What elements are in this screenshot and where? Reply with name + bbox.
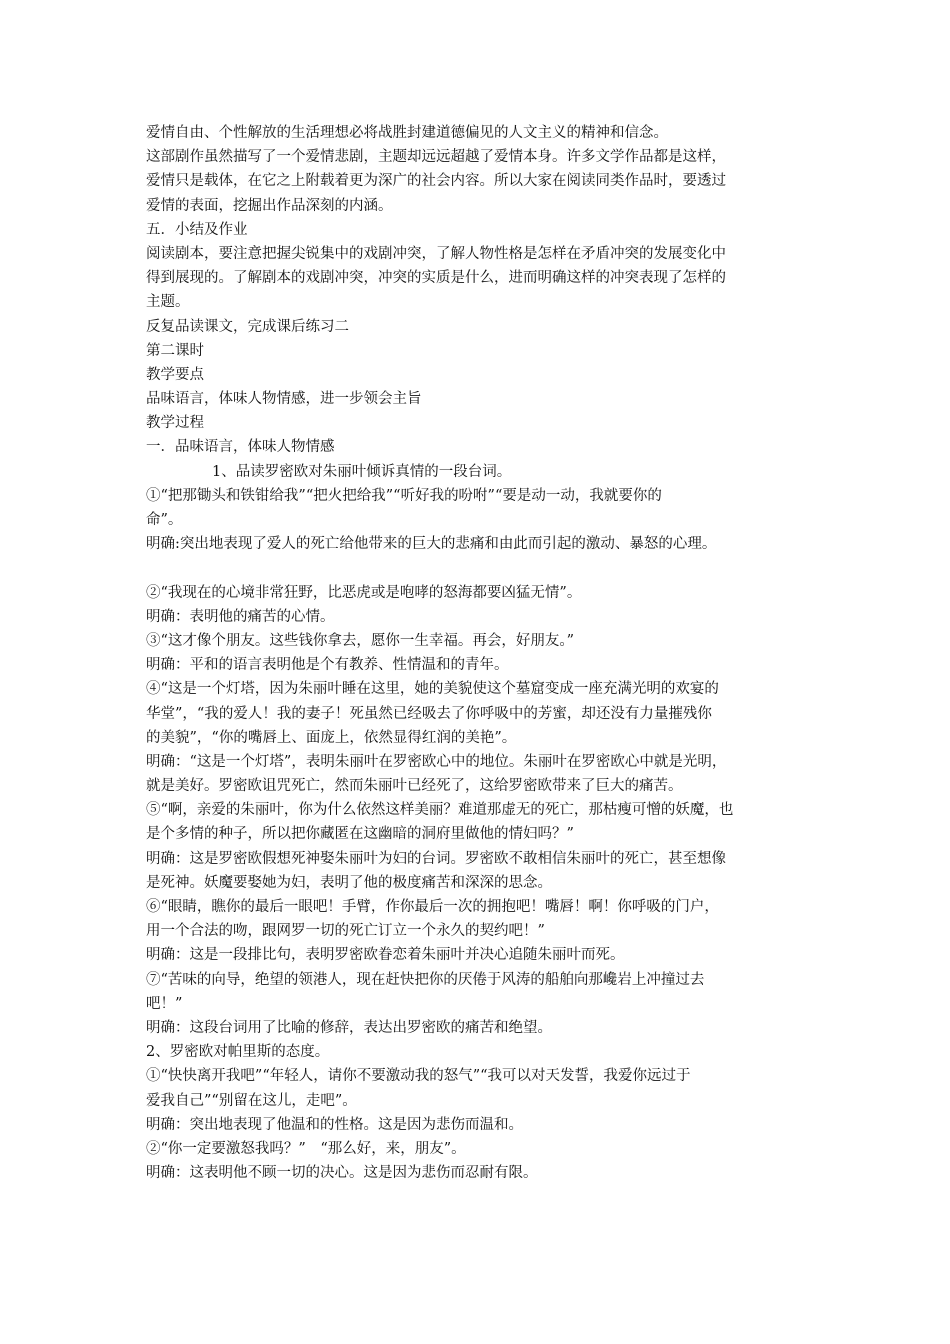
text-line: 明确：平和的语言表明他是个有教养、性情温和的青年。 (146, 657, 509, 674)
section-heading: 一．品味语言，体味人物情感 (146, 439, 335, 456)
text-line: 是死神。妖魔要娶她为妇，表明了他的极度痛苦和深深的思念。 (146, 874, 552, 891)
text-line: 明确：这表明他不顾一切的决心。这是因为悲伤而忍耐有限。 (146, 1165, 538, 1182)
section-heading: 五．小结及作业 (146, 221, 248, 238)
sub-heading: 1、品读罗密欧对朱丽叶倾诉真情的一段台词。 (212, 463, 512, 480)
text-line: 明确：这是一段排比句，表明罗密欧眷恋着朱丽叶并决心追随朱丽叶而死。 (146, 947, 625, 964)
text-line: 阅读剧本，要注意把握尖锐集中的戏剧冲突，了解人物性格是怎样在矛盾冲突的发展变化中 (146, 245, 726, 262)
text-line: 爱我自己”“别留在这儿，走吧”。 (146, 1092, 357, 1109)
text-line: 爱情的表面，挖掘出作品深刻的内涵。 (146, 197, 393, 214)
text-line: ①“把那锄头和铁钳给我”“把火把给我”“听好我的吩咐”“要是动一动，我就要你的 (146, 487, 662, 504)
text-line: 吧！” (146, 995, 183, 1012)
text-line: 明确:突出地表现了爱人的死亡给他带来的巨大的悲痛和由此而引起的激动、暴怒的心理。 (146, 536, 717, 553)
document-body (146, 121, 814, 1185)
text-line: ④“这是一个灯塔，因为朱丽叶睡在这里，她的美貌使这个墓窟变成一座充满光明的欢宴的 (146, 681, 719, 698)
text-line: 用一个合法的吻，跟网罗一切的死亡订立一个永久的契约吧！” (146, 923, 545, 940)
text-line: 华堂”，“我的爱人！我的妻子！死虽然已经吸去了你呼吸中的芳蜜，却还没有力量摧残你 (146, 705, 712, 722)
text-line: 就是美好。罗密欧诅咒死亡，然而朱丽叶已经死了，这给罗密欧带来了巨大的痛苦。 (146, 778, 683, 795)
section-heading: 教学要点 (146, 366, 204, 383)
text-line: 得到展现的。了解剧本的戏剧冲突，冲突的实质是什么，进而明确这样的冲突表现了怎样的 (146, 270, 726, 287)
text-line: 明确：“这是一个灯塔”，表明朱丽叶在罗密欧心中的地位。朱丽叶在罗密欧心中就是光明， (146, 753, 727, 770)
text-line: 明确：表明他的痛苦的心情。 (146, 608, 335, 625)
text-line: 反复品读课文，完成课后练习二 (146, 318, 349, 335)
text-line: 主题。 (146, 294, 190, 311)
text-line: ②“我现在的心境非常狂野，比恶虎或是咆哮的怒海都要凶猛无情”。 (146, 584, 582, 601)
text-line: ①“快快离开我吧”“年轻人，请你不要激动我的怒气”“我可以对天发誓，我爱你远过于 (146, 1068, 691, 1085)
text-line: 爱情只是载体，在它之上附载着更为深广的社会内容。所以大家在阅读同类作品时，要透过 (146, 173, 726, 190)
text-line: ⑦“苦味的向导，绝望的领港人，现在赶快把你的厌倦于风涛的船舶向那巉岩上冲撞过去 (146, 971, 705, 988)
text-line: ②“你一定要激怒我吗？” “那么好，来，朋友”。 (146, 1140, 466, 1157)
text-line: ③“这才像个朋友。这些钱你拿去，愿你一生幸福。再会，好朋友。” (146, 632, 575, 649)
text-line: 的美貌”，“你的嘴唇上、面庞上，依然显得红润的美艳”。 (146, 729, 517, 746)
text-line: 这部剧作虽然描写了一个爱情悲剧，主题却远远超越了爱情本身。许多文学作品都是这样， (146, 149, 726, 166)
text-line: 爱情自由、个性解放的生活理想必将战胜封建道德偏见的人文主义的精神和信念。 (146, 125, 668, 141)
text-line: 明确：这段台词用了比喻的修辞，表达出罗密欧的痛苦和绝望。 (146, 1019, 552, 1036)
text-line: 明确：这是罗密欧假想死神娶朱丽叶为妇的台词。罗密欧不敢相信朱丽叶的死亡，甚至想像 (146, 850, 726, 867)
section-heading: 教学过程 (146, 415, 204, 432)
sub-heading: 2、罗密欧对帕里斯的态度。 (146, 1044, 330, 1061)
section-heading: 第二课时 (146, 342, 204, 359)
text-line: 是个多情的种子，所以把你藏匿在这幽暗的洞府里做他的情妇吗？” (146, 826, 574, 843)
text-line: 命”。 (146, 512, 183, 528)
text-line: 明确：突出地表现了他温和的性格。这是因为悲伤而温和。 (146, 1116, 523, 1133)
text-line: ⑤“啊，亲爱的朱丽叶，你为什么依然这样美丽？难道那虚无的死亡，那枯瘦可憎的妖魔，也 (146, 802, 734, 819)
text-line: 品味语言，体味人物情感，进一步领会主旨 (146, 391, 422, 408)
text-line: ⑥“眼睛，瞧你的最后一眼吧！手臂，作你最后一次的拥抱吧！嘴唇！啊！你呼吸的门户， (146, 899, 719, 915)
blank-line (146, 556, 814, 580)
